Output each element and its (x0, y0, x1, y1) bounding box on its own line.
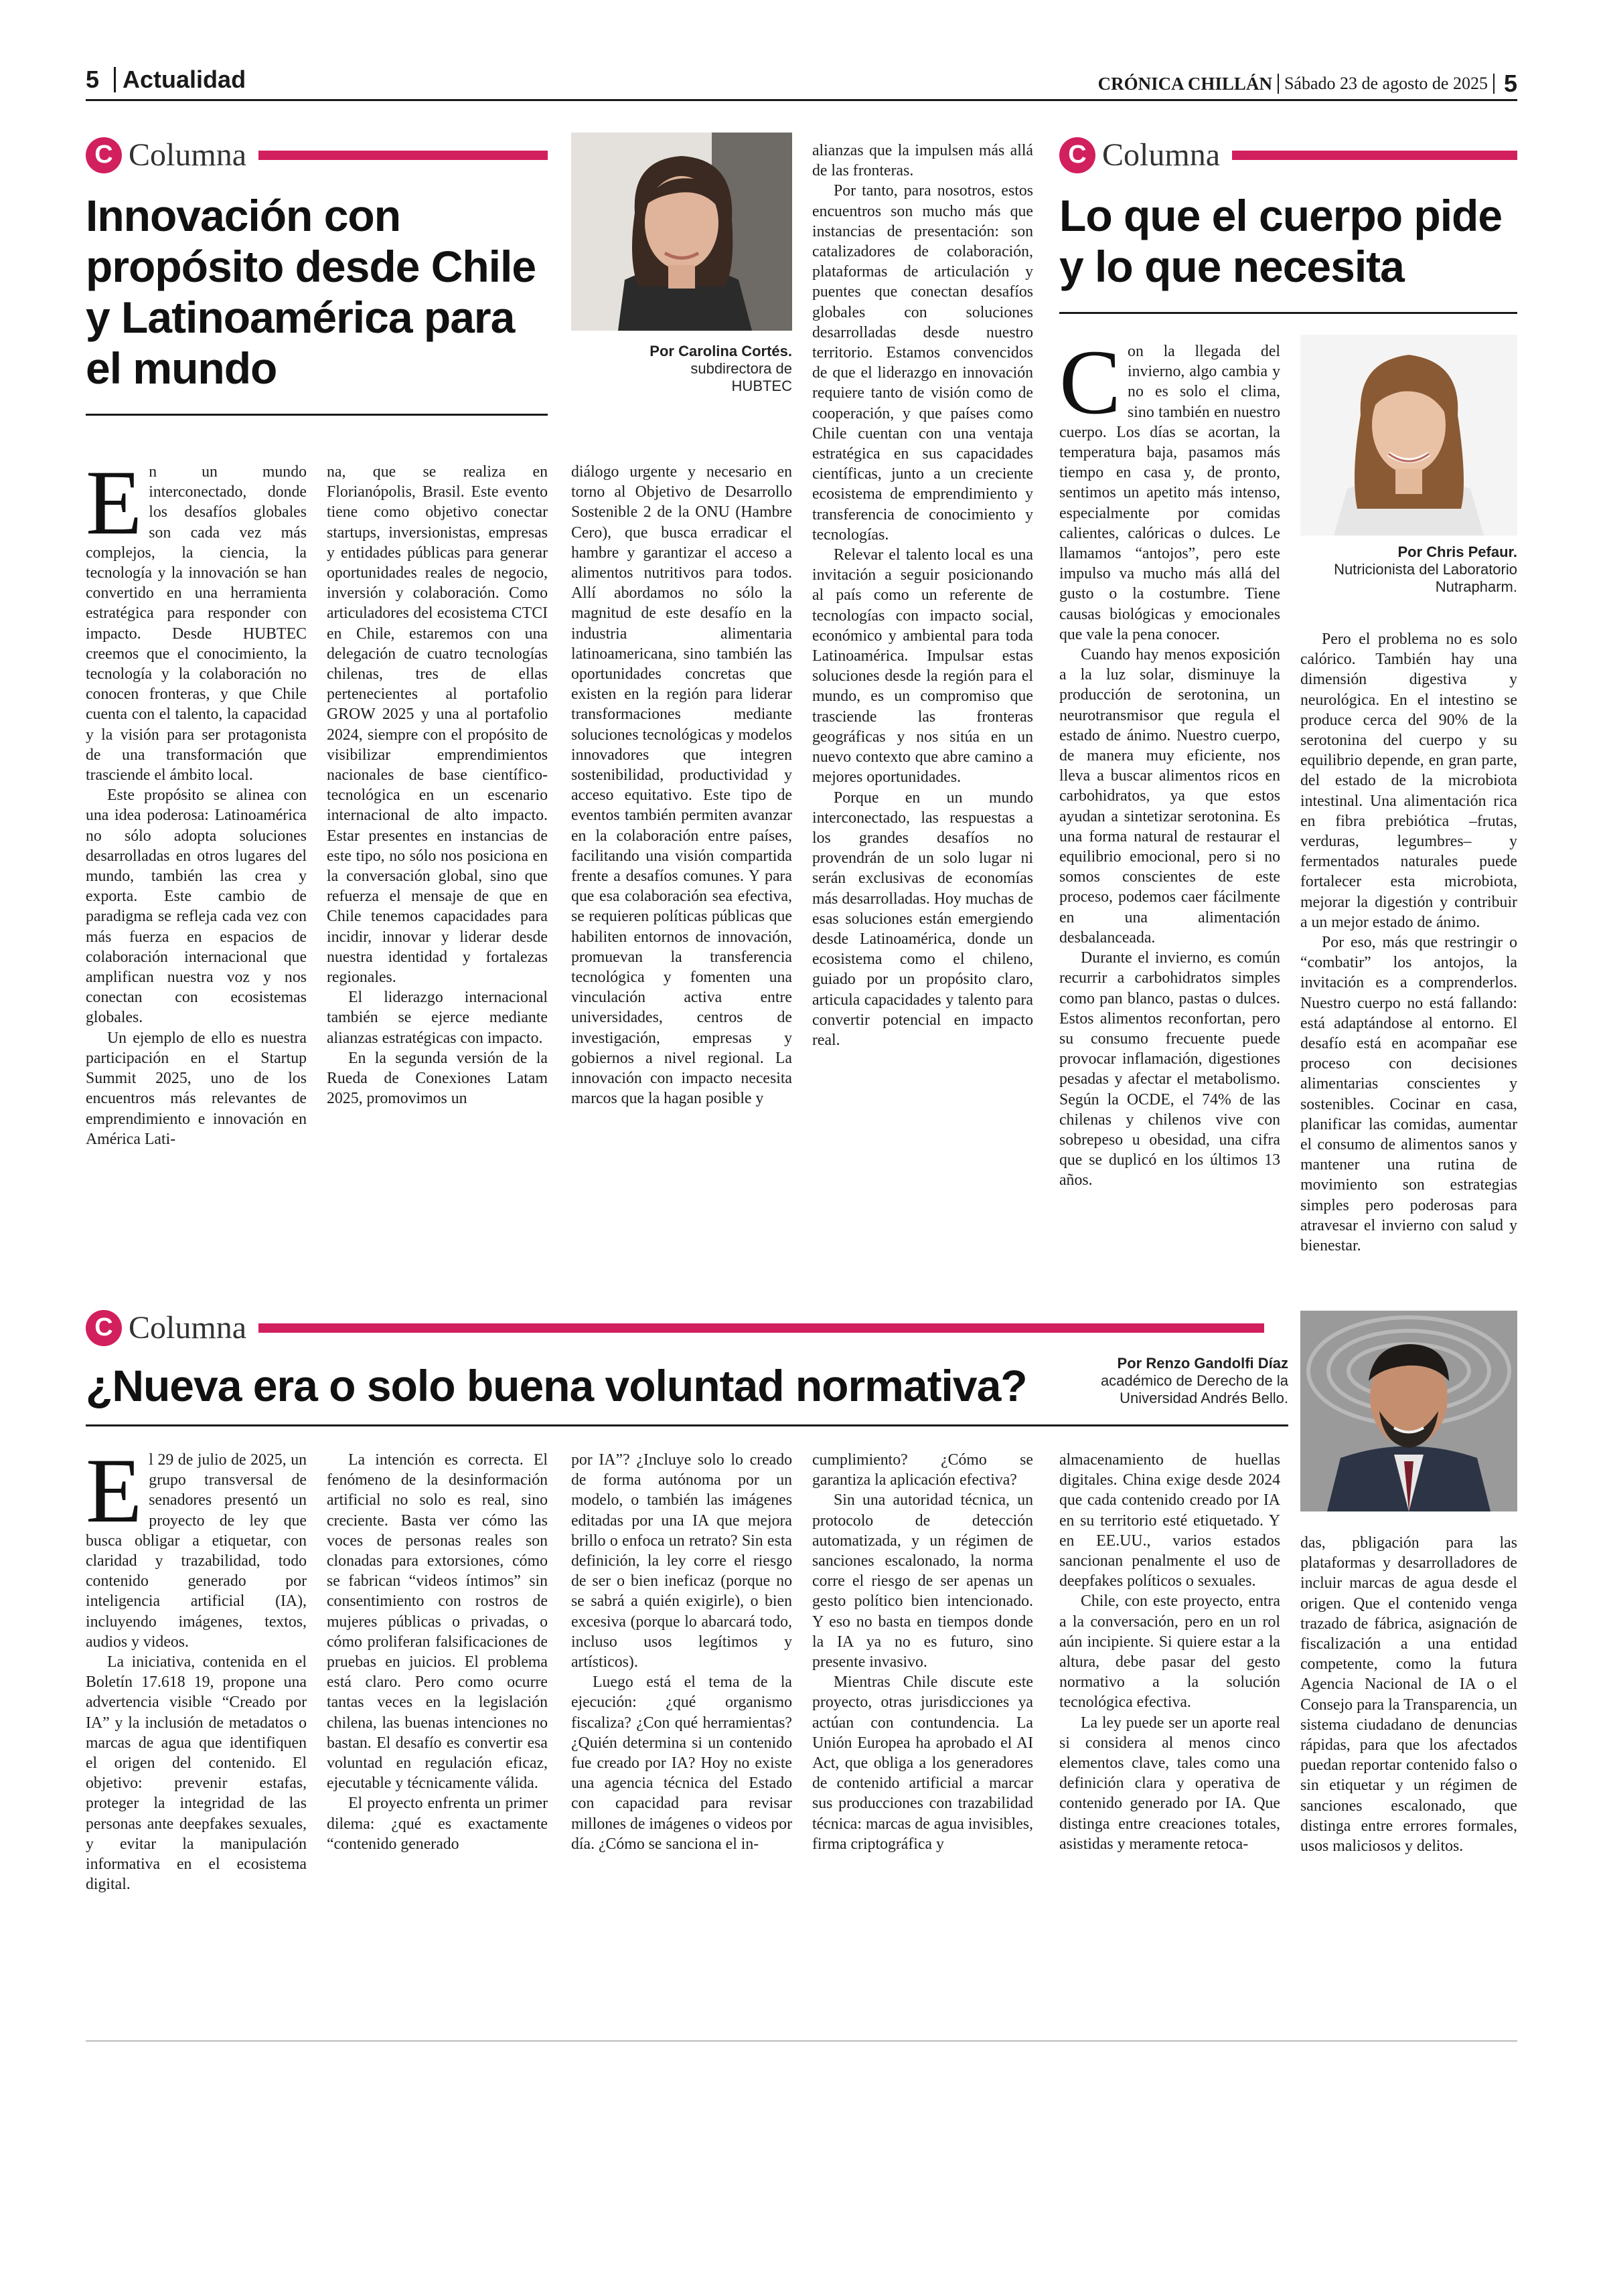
paragraph: Luego está el tema de la ejecución: ¿qué organismo fiscaliza? ¿Con qué herramientas? ¿Quién determina si un contenido fue creado por IA? Hoy no existe una agencia técnica del Estado con capacidad para revisar millones de imágenes o videos por día. ¿Cómo se sanciona el in- (571, 1673, 792, 1853)
page-header-right (1098, 70, 1517, 98)
column-tag-label: Columna (1102, 137, 1220, 173)
paragraph: Pero el problema no es solo calórico. También hay una dimensión digestiva y neurológica. En el intestino se produce cerca del 90% de la serotonina del cuerpo y su equilibrio depende, en gran parte, del estado de la microbiota intestinal. Una alimentación rica en fibra prebiótica –frutas, verduras, legumbres– y fermentados naturales puede fortalecer esta microbiota, mejorar la digestión y contribuir a un mejor estado de ánimo. (1300, 631, 1517, 931)
column-tag-label: Columna (129, 137, 246, 173)
column-tag-bar (258, 151, 548, 160)
article1-author-role: subdirectora de (690, 360, 792, 377)
article2-author-photo (1300, 335, 1517, 536)
paragraph: Cuando hay menos exposición a la luz solar, disminuye la producción de serotonina, un neurotransmisor que regula el estado de ánimo. Nuestro cuerpo, de manera muy eficiente, nos lleva a buscar alimentos ricos en carbohidratos, ya que estos ayudan a sintetizar serotonina. Es una forma natural de restaurar el equilibrio emocional, pero si no somos conscientes de este proceso, podemos caer fácilmente en una alimentación desbalanceada. (1059, 646, 1280, 947)
article3-author-photo (1300, 1311, 1517, 1511)
paragraph: das, pbligación para las plataformas y desarrolladores de incluir marcas de agua desde el origen. Que el contenido venga trazado de fábrica, asignación de fiscalización a una entidad competente, como la futura Agencia Nacional de IA o el Consejo para la Transparencia, un sistema ciudadano de denuncias rápidas, para que los afectados puedan reportar contenido falso o sin etiquetar y un régimen de sanciones escalonado, que distinga entre errores formales, usos maliciosos y delitos. (1300, 1534, 1517, 1856)
paragraph: El liderazgo internacional también se ejerce mediante alianzas estratégicas con impacto. (327, 989, 548, 1047)
dropcap: C (1059, 331, 1122, 433)
article1-headline: Innovación con propósito desde Chile y Latinoamérica para el mundo (86, 191, 536, 393)
paragraph: La iniciativa, contenida en el Boletín 17.618 19, propone una advertencia visible “Creado por IA” y la inclusión de metadatos o marcas de agua que identifiquen el origen del contenido. El objetivo: prevenir estafas, proteger la integridad de las personas ante deepfakes sexuales, y evitar la manipulación informativa en el ecosistema digital. (86, 1653, 307, 1894)
article3-headline-rule (86, 1424, 1288, 1426)
column-tag-label: Columna (129, 1310, 246, 1345)
article3-column-6 (1300, 1533, 1517, 1856)
article2-author-role: Nutricionista del Laboratorio (1334, 561, 1517, 578)
article1-column-4 (812, 141, 1033, 1050)
article3-byline (1045, 1355, 1288, 1407)
paragraph: l 29 de julio de 2025, un grupo transversal de senadores presentó un proyecto de ley que busca obligar a etiquetar, con claridad y trazabilidad, todo contenido generado por inteligencia artificial (IA), incluyendo imágenes, textos, audios y videos. (86, 1451, 307, 1651)
article1-column-1 (86, 451, 307, 1149)
paragraph: El proyecto enfrenta un primer dilema: ¿qué es exactamente “contenido generado (327, 1795, 548, 1853)
paragraph: alianzas que la impulsen más allá de las fronteras. (812, 142, 1033, 180)
dropcap: E (86, 1439, 143, 1542)
header-separator (1493, 74, 1495, 94)
article3-author-role: académico de Derecho de la (1100, 1372, 1288, 1389)
paragraph: Sin una autoridad técnica, un protocolo de detección automatizada, y un régimen de sanciones escalonado, la norma corre el riesgo de ser apenas un gesto político bien intencionado. Y eso no basta en tiempos donde la IA ya no es futuro, sino presente invasivo. (812, 1491, 1033, 1671)
page-bottom-rule (86, 2040, 1517, 2042)
article3-author: Por Renzo Gandolfi Díaz (1117, 1355, 1288, 1372)
dropcap: E (86, 451, 143, 554)
column-tag (86, 137, 548, 173)
article3-column-1 (86, 1439, 307, 1894)
paragraph: por IA”? ¿Incluye solo lo creado de forma autónoma por un modelo, o también las imágenes editadas por una IA que mejora brillo o enfoca un retrato? Sin esta definición, la ley corre el riesgo de ser o bien ineficaz (porque no se sabrá a quién exigirle), o bien excesiva (porque lo abarcará todo, incluso usos legítimos y artísticos). (571, 1451, 792, 1671)
article3-column-2 (327, 1450, 548, 1854)
article2-byline (1300, 544, 1517, 596)
article1-author: Por Carolina Cortés. (649, 343, 792, 359)
columna-logo-icon: C (1059, 137, 1095, 173)
article1-column-2 (327, 462, 548, 1109)
article1-headline-rule (86, 414, 548, 416)
article2-headline-rule (1059, 312, 1517, 314)
article1-author-org: HUBTEC (731, 378, 792, 394)
issue-date: Sábado 23 de agosto de 2025 (1284, 74, 1488, 93)
paragraph: La ley puede ser un aporte real si considera al menos cinco elementos clave, tales como una definición clara y operativa de contenido generado por IA. Que distinga entre creaciones totales, asistidas y meramente retoca- (1059, 1714, 1280, 1853)
paragraph: diálogo urgente y necesario en torno al Objetivo de Desarrollo Sostenible 2 de la ONU (Hambre Cero), que busca erradicar el hambre y garantizar el acceso a alimentos nutritivos para todos. Allí abordamos no sólo la magnitud de este desafío en la industria alimentaria latinoamericana, sino también las oportunidades concretas que existen en la región para liderar transformaciones mediante soluciones tecnológicas y modelos innovadores que integren sostenibilidad, productividad y acceso equitativo. Este tipo de eventos también permiten avanzar en la colaboración entre países, facilitando una visión compartida frente a desafíos comunes. Y para que esa colaboración sea efectiva, se requieren políticas públicas que habiliten entornos de innovación, promuevan la transferencia tecnológica y fomenten una vinculación activa entre universidades, centros de investigación, empresas y gobiernos a nivel regional. La innovación con impacto necesita marcos que la hagan posible y (571, 463, 792, 1108)
paragraph: Por tanto, para nosotros, estos encuentros son mucho más que instancias de presentación: son catalizadores de colaboración, plataformas de articulación y puentes que conectan desafíos globales con soluciones desarrolladas desde nuestro territorio. Estamos convencidos de que el liderazgo en innovación requiere tanto de visión como de cooperación, y que países como Chile cuentan con una ventaja estratégica en sus capacidades científicas, junto a un creciente ecosistema de emprendimiento y transferencia de conocimiento y tecnologías. (812, 182, 1033, 544)
newspaper-name: CRÓNICA CHILLÁN (1097, 73, 1272, 94)
paragraph: En la segunda versión de la Rueda de Conexiones Latam 2025, promovimos un (327, 1049, 548, 1108)
columna-logo-icon: C (86, 137, 122, 173)
paragraph: Porque en un mundo interconectado, las respuestas a los grandes desafíos no provendrán de un solo lugar ni serán exclusivas de economías más desarrolladas. Hoy muchas de esas soluciones están emergiendo desde Latinoamérica, donde un ecosistema como el chileno, guiado por un propósito claro, articula capacidades y talento para convertir potencial en impacto real. (812, 789, 1033, 1049)
page-header-left (86, 66, 246, 94)
section-name: Actualidad (123, 66, 246, 93)
article2-column-2 (1300, 629, 1517, 1256)
page-number-right: 5 (1503, 70, 1517, 97)
paragraph: Mientras Chile discute este proyecto, otras jurisdicciones ya actúan con contundencia. La Unión Europea ha aprobado el AI Act, que obliga a los generadores de contenido artificial a marcar sus producciones con trazabilidad técnica: marcas de agua invisibles, firma criptográfica y (812, 1673, 1033, 1853)
article1-byline (571, 343, 792, 395)
paragraph: cumplimiento? ¿Cómo se garantiza la aplicación efectiva? (812, 1451, 1033, 1489)
paragraph: n un mundo interconectado, donde los desafíos globales son cada vez más complejos, la ciencia, la tecnología y la innovación se han convertido en una herramienta estratégica para responder con impacto. Desde HUBTEC creemos que el conocimiento, la tecnología y la colaboración no conocen fronteras, y que Chile cuenta con el talento, la capacidad y la visión para ser protagonista de una transformación que trasciende el ámbito local. (86, 463, 307, 785)
paragraph: La intención es correcta. El fenómeno de la desinformación artificial no solo es real, sino creciente. Basta ver cómo las voces de personas reales son clonadas para extorsiones, cómo se fabrican “videos íntimos” sin consentimiento con rostros de mujeres públicas o privadas, o cómo proliferan falsificaciones de pruebas en juicios. El problema está claro. Pero como ocurre tantas veces en la legislación chilena, las buenas intenciones no bastan. El desafío es convertir esa voluntad en regulación eficaz, ejecutable y técnicamente válida. (327, 1451, 548, 1793)
article3-headline: ¿Nueva era o solo buena voluntad normativa? (86, 1361, 1027, 1410)
page-number: 5 (86, 66, 100, 93)
article3-column-3 (571, 1450, 792, 1854)
article2-column-1 (1059, 331, 1280, 1191)
header-separator (1278, 74, 1279, 94)
column-tag (86, 1309, 1264, 1346)
paragraph: Relevar el talento local es una invitación a seguir posicionando al país como un referente de tecnologías con impacto social, económico y ambiental para toda Latinoamérica. Impulsar estas soluciones desde la región para el mundo, es un compromiso que trasciende las fronteras geográficas y nos sitúa en un nuevo contexto que abre camino a mejores oportunidades. (812, 546, 1033, 787)
article2-headline: Lo que el cuerpo pide y lo que necesita (1059, 191, 1503, 291)
paragraph: Durante el invierno, es común recurrir a carbohidratos simples como pan blanco, pastas o dulces. Estos alimentos reconfortan, pero su consumo frecuente puede provocar inflamación, digestiones pesadas y afectar el metabolismo. Según la OCDE, el 74% de las chilenas y chilenos vive con sobrepeso u obesidad, una cifra que se duplicó en los últimos 13 años. (1059, 949, 1280, 1190)
paragraph: Chile, con este proyecto, entra a la conversación, pero en un rol aún incipiente. Si quiere estar a la altura, debe pasar del gesto normativo a la solución tecnológica efectiva. (1059, 1592, 1280, 1712)
column-tag-bar (258, 1323, 1264, 1333)
article3-column-4 (812, 1450, 1033, 1854)
paragraph: Este propósito se alinea con una idea poderosa: Latinoamérica no sólo adopta soluciones desarrolladas en otros lugares del mundo, también las crea y exporta. Este cambio de paradigma se refleja cada vez con más fuerza en espacios de colaboración internacional que amplifican nuestra voz y nos conectan con ecosistemas globales. (86, 787, 307, 1027)
paragraph: almacenamiento de huellas digitales. China exige desde 2024 que cada contenido creado por IA en su territorio esté etiquetado. Y en EE.UU., varios estados sancionan penalmente el uso de deepfakes políticos o sexuales. (1059, 1451, 1280, 1590)
header-separator (114, 67, 116, 92)
column-tag (1059, 137, 1517, 173)
article3-author-org: Universidad Andrés Bello. (1120, 1390, 1288, 1406)
columna-logo-icon: C (86, 1310, 122, 1346)
article1-author-photo (571, 133, 792, 331)
column-tag-bar (1232, 151, 1517, 160)
paragraph: Por eso, más que restringir o “combatir” los antojos, la invitación es a comprenderlos. Nuestro cuerpo no está fallando: está adaptándose al entorno. El desafío está en acompañar ese proceso con decisiones alimentarias conscientes y sostenibles. Cocinar en casa, planificar las comidas, aumentar el consumo de alimentos sanos y mantener una rutina de movimiento son estrategias simples pero poderosas para atravesar el invierno con salud y bienestar. (1300, 934, 1517, 1255)
paragraph: on la llegada del invierno, algo cambia y no es solo el clima, sino también en nuestro cuerpo. Los días se acortan, la temperatura baja, pasamos más tiempo en casa y, de pronto, sentimos un apetito más intenso, especialmente por comidas calientes, calóricas o dulces. Le llamamos “antojos”, pero este impulso va mucho más allá del gusto o la costumbre. Tiene causas biológicas y emocionales que vale la pena conocer. (1059, 343, 1280, 643)
article3-column-5 (1059, 1450, 1280, 1854)
article1-column-3 (571, 462, 792, 1109)
article2-author: Por Chris Pefaur. (1397, 544, 1517, 560)
paragraph: na, que se realiza en Florianópolis, Brasil. Este evento tiene como objetivo conectar startups, inversionistas, empresas y entidades públicas para generar oportunidades reales de negocio, inversión y colaboración. Como articuladores del ecosistema CTCI en Chile, estaremos con una delegación de cuatro tecnologías chilenas, tres de ellas pertenecientes al portafolio GROW 2025 y una al portafolio 2024, siempre con el propósito de visibilizar emprendimientos nacionales de base científico-tecnológica en un escenario internacional de alto impacto. Estar presentes en instancias de este tipo, no sólo nos posiciona en la conversación global, sino que refuerza el mensaje de que en Chile tenemos capacidades para incidir, innovar y liderar desde nuestra identidad y fortalezas regionales. (327, 463, 548, 987)
article2-author-org: Nutrapharm. (1435, 578, 1517, 595)
paragraph: Un ejemplo de ello es nuestra participación en el Startup Summit 2025, uno de los encuentros más relevantes de emprendimiento e innovación en América Lati- (86, 1029, 307, 1148)
header-rule (86, 99, 1517, 101)
